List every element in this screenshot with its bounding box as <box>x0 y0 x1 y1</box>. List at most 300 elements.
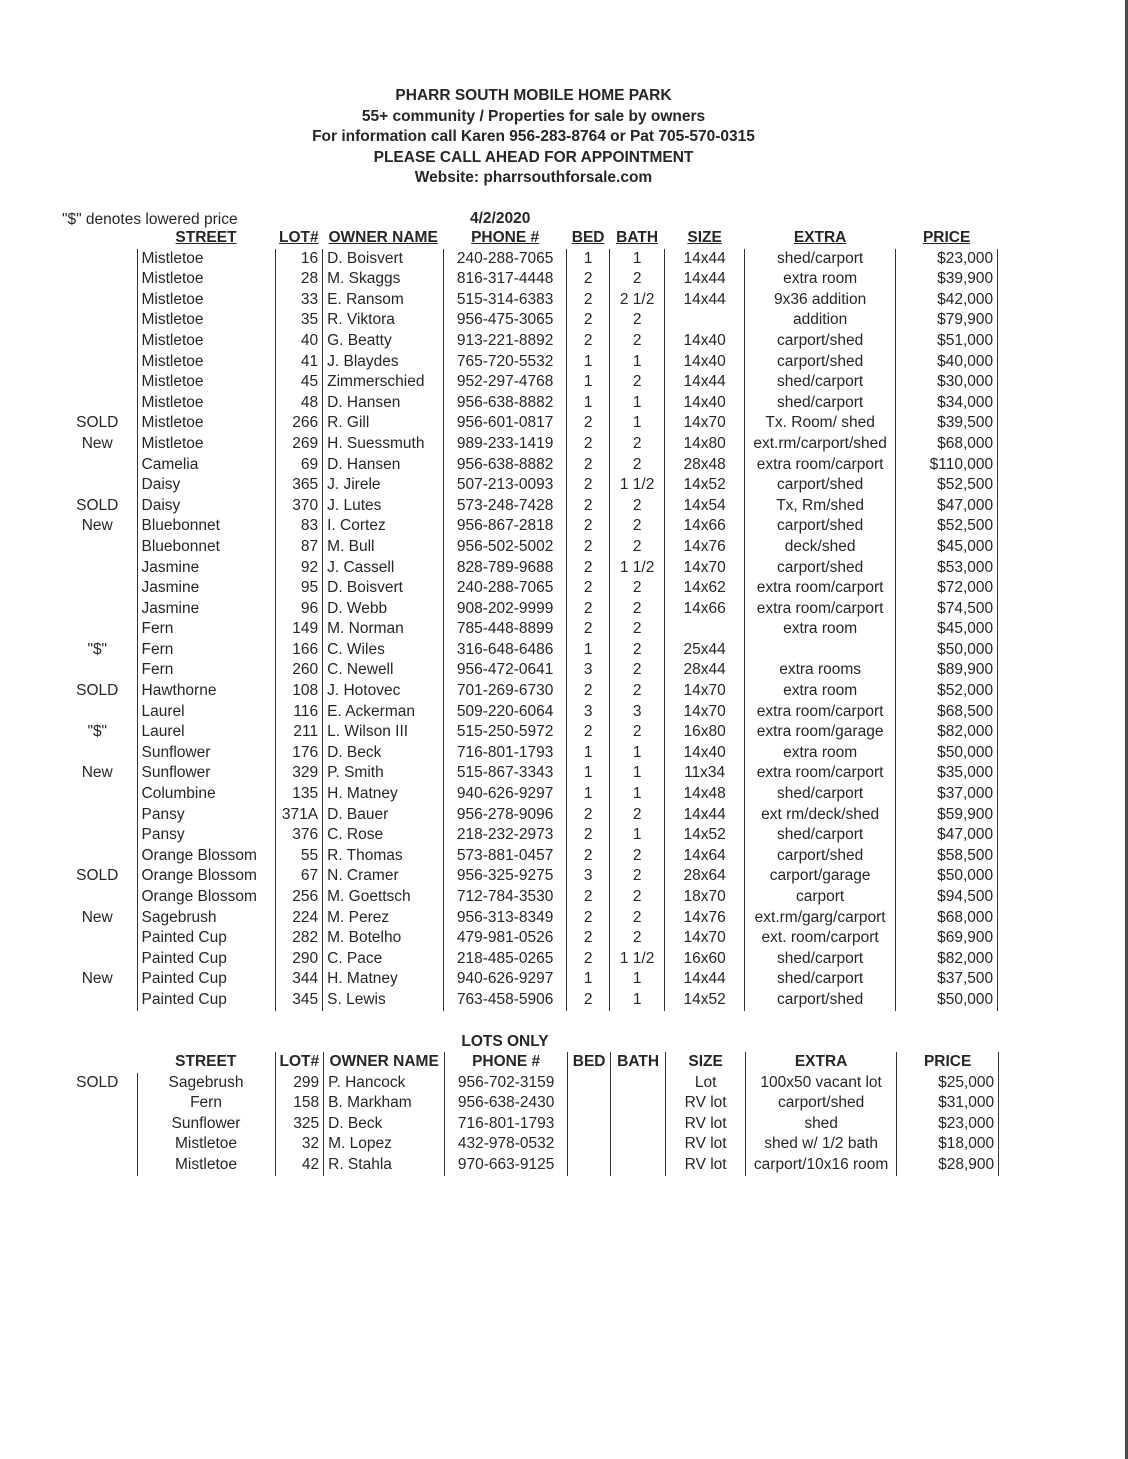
size-cell: 14x66 <box>665 516 745 537</box>
phone-cell: 828-789-9688 <box>444 558 567 579</box>
bath-cell: 2 <box>610 516 665 537</box>
status-cell <box>58 352 137 373</box>
lot-cell: 67 <box>275 866 323 887</box>
bed-column-header: BED <box>568 1052 611 1073</box>
extra-cell: extra room <box>745 681 896 702</box>
owner-cell: M. Botelho <box>323 928 444 949</box>
status-cell <box>58 310 137 331</box>
size-cell: 14x44 <box>665 269 745 290</box>
bed-cell: 2 <box>567 290 610 311</box>
listings-body <box>58 249 1008 1011</box>
phone-column-header: PHONE # <box>471 229 540 246</box>
status-cell <box>58 290 137 311</box>
price-cell: $110,000 <box>896 455 998 476</box>
extra-cell: carport/shed <box>745 558 896 579</box>
bath-cell: 2 <box>610 722 665 743</box>
listing-row <box>58 825 1008 846</box>
lot-cell: 370 <box>275 496 323 517</box>
owner-cell: J. Jirele <box>323 475 444 496</box>
lots-body <box>58 1073 1009 1176</box>
status-cell <box>58 1155 137 1176</box>
street-cell: Daisy <box>137 475 275 496</box>
bed-cell: 2 <box>567 331 610 352</box>
extra-cell: addition <box>745 310 896 331</box>
street-column-header: STREET <box>175 1053 237 1070</box>
phone-cell: 989-233-1419 <box>444 434 567 455</box>
phone-cell: 240-288-7065 <box>444 578 567 599</box>
street-cell: Fern <box>137 619 275 640</box>
size-cell: 14x44 <box>665 805 745 826</box>
status-cell: "$" <box>87 723 108 741</box>
owner-cell: J. Cassell <box>323 558 444 579</box>
status-cell: SOLD <box>76 414 119 432</box>
phone-cell: 940-626-9297 <box>444 784 567 805</box>
owner-cell: C. Pace <box>323 949 444 970</box>
status-cell <box>58 928 137 949</box>
lot-cell: 260 <box>275 660 323 681</box>
lot-cell: 55 <box>275 846 323 867</box>
street-cell: Hawthorne <box>137 681 275 702</box>
status-cell <box>58 702 137 723</box>
extra-cell: ext rm/deck/shed <box>745 805 896 826</box>
list-date: 4/2/2020 <box>470 210 531 227</box>
size-cell: 28x64 <box>665 866 745 887</box>
owner-cell: D. Bauer <box>323 805 444 826</box>
size-cell: RV lot <box>666 1134 746 1155</box>
size-cell: 14x44 <box>665 249 745 270</box>
extra-column-header: EXTRA <box>793 229 847 246</box>
street-cell: Mistletoe <box>137 372 275 393</box>
price-cell: $51,000 <box>896 331 998 352</box>
price-cell: $37,500 <box>896 969 998 990</box>
park-name: PHARR SOUTH MOBILE HOME PARK <box>395 87 672 104</box>
bath-cell: 1 <box>610 825 665 846</box>
lot-cell: 325 <box>275 1114 324 1135</box>
phone-cell: 716-801-1793 <box>445 1114 568 1135</box>
status-cell <box>58 825 137 846</box>
price-cell: $45,000 <box>896 619 998 640</box>
lot-cell: 256 <box>275 887 323 908</box>
lot-cell: 45 <box>275 372 323 393</box>
bed-cell: 1 <box>567 763 610 784</box>
bed-cell: 2 <box>567 722 610 743</box>
lot-cell: 224 <box>275 908 323 929</box>
lot-cell: 108 <box>275 681 323 702</box>
extra-cell: shed w/ 1/2 bath <box>746 1134 897 1155</box>
size-cell <box>665 310 745 331</box>
phone-cell: 956-278-9096 <box>444 805 567 826</box>
bed-cell: 2 <box>567 619 610 640</box>
status-cell: New <box>81 908 113 926</box>
phone-column-header: PHONE # <box>445 1052 568 1073</box>
price-cell: $30,000 <box>896 372 998 393</box>
price-cell: $74,500 <box>896 599 998 620</box>
owner-cell: H. Matney <box>323 784 444 805</box>
lots-header-row <box>58 1052 1009 1073</box>
phone-cell: 765-720-5532 <box>444 352 567 373</box>
street-cell: Painted Cup <box>137 969 275 990</box>
status-cell <box>58 990 137 1011</box>
listing-row <box>58 640 1008 661</box>
street-cell: Mistletoe <box>137 393 275 414</box>
extra-cell: extra room <box>745 269 896 290</box>
bath-cell: 2 <box>610 805 665 826</box>
phone-cell: 712-784-3530 <box>444 887 567 908</box>
owner-cell: S. Lewis <box>323 990 444 1011</box>
status-cell: "$" <box>87 640 108 658</box>
phone-cell: 956-325-9275 <box>444 866 567 887</box>
phone-cell: 956-475-3065 <box>444 310 567 331</box>
owner-cell: B. Markham <box>324 1093 445 1114</box>
bath-cell: 1 1/2 <box>610 558 665 579</box>
extra-cell: Tx. Room/ shed <box>745 413 896 434</box>
phone-cell: 509-220-6064 <box>444 702 567 723</box>
price-column-header: PRICE <box>897 1052 999 1073</box>
size-cell: 14x70 <box>665 928 745 949</box>
street-cell: Camelia <box>137 455 275 476</box>
size-cell: 11x34 <box>665 763 745 784</box>
phone-cell: 507-213-0093 <box>444 475 567 496</box>
size-cell: RV lot <box>666 1155 746 1176</box>
phone-cell: 240-288-7065 <box>444 249 567 270</box>
listing-row <box>58 702 1008 723</box>
bath-cell: 2 <box>610 269 665 290</box>
status-cell: New <box>81 764 113 782</box>
bath-cell: 2 <box>610 887 665 908</box>
lot-cell: 42 <box>275 1155 324 1176</box>
bath-cell: 1 <box>610 969 665 990</box>
status-cell <box>58 784 137 805</box>
extra-cell: carport/shed <box>745 516 896 537</box>
owner-cell: M. Perez <box>323 908 444 929</box>
listing-row <box>58 393 1008 414</box>
price-cell: $50,000 <box>896 640 998 661</box>
bath-cell: 1 1/2 <box>610 949 665 970</box>
street-cell: Laurel <box>137 722 275 743</box>
size-cell: 14x40 <box>665 331 745 352</box>
phone-cell: 218-485-0265 <box>444 949 567 970</box>
price-cell: $45,000 <box>896 537 998 558</box>
extra-cell: carport/10x16 room <box>746 1155 897 1176</box>
extra-cell: extra room/carport <box>745 702 896 723</box>
street-column-header: STREET <box>175 229 237 246</box>
lot-cell: 96 <box>275 599 323 620</box>
size-cell: 14x70 <box>665 413 745 434</box>
lot-cell: 211 <box>275 722 323 743</box>
price-cell: $50,000 <box>896 990 998 1011</box>
owner-cell: C. Rose <box>323 825 444 846</box>
owner-cell: D. Webb <box>323 599 444 620</box>
price-cell: $40,000 <box>896 352 998 373</box>
owner-cell: Zimmerschied <box>323 372 444 393</box>
bath-cell <box>611 1073 666 1094</box>
street-cell: Painted Cup <box>137 990 275 1011</box>
bath-cell: 2 <box>610 908 665 929</box>
size-cell: 14x52 <box>665 825 745 846</box>
bed-cell: 2 <box>567 455 610 476</box>
bed-cell: 1 <box>567 393 610 414</box>
size-cell: 14x40 <box>665 352 745 373</box>
bed-cell <box>568 1114 611 1135</box>
phone-cell: 573-248-7428 <box>444 496 567 517</box>
owner-cell: G. Beatty <box>323 331 444 352</box>
bed-cell <box>568 1134 611 1155</box>
status-cell <box>58 537 137 558</box>
bed-cell: 2 <box>567 887 610 908</box>
size-cell: 14x70 <box>665 702 745 723</box>
listing-row <box>58 516 1008 537</box>
listing-row <box>58 290 1008 311</box>
street-cell: Mistletoe <box>137 331 275 352</box>
price-cell: $42,000 <box>896 290 998 311</box>
size-cell <box>665 619 745 640</box>
bed-cell: 2 <box>567 475 610 496</box>
phone-cell: 515-250-5972 <box>444 722 567 743</box>
owner-column-header: OWNER NAME <box>324 1052 445 1073</box>
bath-cell: 1 <box>610 352 665 373</box>
listing-row <box>58 578 1008 599</box>
price-cell: $25,000 <box>897 1073 999 1094</box>
owner-cell: M. Goettsch <box>323 887 444 908</box>
status-cell <box>58 558 137 579</box>
phone-cell: 970-663-9125 <box>445 1155 568 1176</box>
listings-table <box>58 228 1008 1011</box>
bed-cell: 1 <box>567 352 610 373</box>
bath-cell: 2 <box>610 846 665 867</box>
extra-cell: extra room <box>745 743 896 764</box>
bed-cell <box>568 1155 611 1176</box>
lot-cell: 376 <box>275 825 323 846</box>
bath-cell <box>611 1155 666 1176</box>
owner-cell: J. Blaydes <box>323 352 444 373</box>
bath-cell: 2 <box>610 331 665 352</box>
extra-cell: 100x50 vacant lot <box>746 1073 897 1094</box>
bed-cell: 1 <box>567 969 610 990</box>
status-cell: SOLD <box>76 867 119 885</box>
phone-cell: 913-221-8892 <box>444 331 567 352</box>
lot-cell: 40 <box>275 331 323 352</box>
lot-column-header: LOT# <box>275 1052 324 1073</box>
bath-cell <box>611 1134 666 1155</box>
bed-cell: 2 <box>567 496 610 517</box>
lots-only-table <box>58 1052 1009 1176</box>
street-cell: Sunflower <box>137 743 275 764</box>
bed-cell: 2 <box>567 681 610 702</box>
owner-cell: R. Thomas <box>323 846 444 867</box>
owner-cell: H. Suessmuth <box>323 434 444 455</box>
bath-cell: 2 <box>610 310 665 331</box>
bed-cell: 2 <box>567 825 610 846</box>
price-cell: $39,500 <box>896 413 998 434</box>
price-cell: $52,500 <box>896 516 998 537</box>
phone-cell: 432-978-0532 <box>445 1134 568 1155</box>
lot-cell: 135 <box>275 784 323 805</box>
lot-cell: 116 <box>275 702 323 723</box>
owner-cell: C. Wiles <box>323 640 444 661</box>
listing-row <box>58 763 1008 784</box>
size-column-header: SIZE <box>687 229 722 246</box>
phone-cell: 573-881-0457 <box>444 846 567 867</box>
size-cell: 14x44 <box>665 969 745 990</box>
price-cell: $69,900 <box>896 928 998 949</box>
lot-cell: 69 <box>275 455 323 476</box>
street-cell: Orange Blossom <box>137 846 275 867</box>
size-cell: 14x54 <box>665 496 745 517</box>
street-cell: Mistletoe <box>137 413 275 434</box>
lot-cell: 87 <box>275 537 323 558</box>
lot-cell: 16 <box>275 249 323 270</box>
bath-cell: 2 <box>610 537 665 558</box>
price-cell: $82,000 <box>896 722 998 743</box>
status-cell <box>58 475 137 496</box>
bed-cell <box>568 1093 611 1114</box>
status-cell <box>58 249 137 270</box>
owner-cell: D. Boisvert <box>323 578 444 599</box>
size-cell: 14x40 <box>665 743 745 764</box>
size-cell: 16x60 <box>665 949 745 970</box>
extra-cell: ext. room/carport <box>745 928 896 949</box>
bath-cell: 2 <box>610 619 665 640</box>
size-cell: 28x48 <box>665 455 745 476</box>
price-cell: $79,900 <box>896 310 998 331</box>
street-cell: Jasmine <box>137 599 275 620</box>
lot-cell: 344 <box>275 969 323 990</box>
phone-cell: 956-601-0817 <box>444 413 567 434</box>
price-cell: $59,900 <box>896 805 998 826</box>
bed-cell: 2 <box>567 558 610 579</box>
owner-cell: L. Wilson III <box>323 722 444 743</box>
size-cell: 18x70 <box>665 887 745 908</box>
extra-cell: ext.rm/carport/shed <box>745 434 896 455</box>
extra-cell: extra room/garage <box>745 722 896 743</box>
lot-cell: 166 <box>275 640 323 661</box>
size-cell: 14x64 <box>665 846 745 867</box>
status-cell <box>58 846 137 867</box>
lot-row <box>58 1073 1009 1094</box>
bath-column-header: BATH <box>611 1052 666 1073</box>
price-cell: $50,000 <box>896 743 998 764</box>
extra-cell: shed/carport <box>745 825 896 846</box>
price-cell: $68,000 <box>896 908 998 929</box>
listing-row <box>58 784 1008 805</box>
price-cell: $94,500 <box>896 887 998 908</box>
phone-cell: 701-269-6730 <box>444 681 567 702</box>
street-cell: Sunflower <box>137 1114 275 1135</box>
owner-cell: D. Beck <box>324 1114 445 1135</box>
owner-cell: M. Bull <box>323 537 444 558</box>
street-cell: Fern <box>137 1093 275 1114</box>
bath-cell: 1 <box>610 784 665 805</box>
lot-cell: 32 <box>275 1134 324 1155</box>
listing-row <box>58 743 1008 764</box>
owner-cell: R. Viktora <box>323 310 444 331</box>
lot-cell: 48 <box>275 393 323 414</box>
lot-cell: 299 <box>275 1073 324 1094</box>
price-cell: $18,000 <box>897 1134 999 1155</box>
bed-cell <box>568 1073 611 1094</box>
status-cell <box>58 578 137 599</box>
price-cell: $58,500 <box>896 846 998 867</box>
bath-cell: 1 <box>610 249 665 270</box>
lot-cell: 345 <box>275 990 323 1011</box>
bed-cell: 2 <box>567 578 610 599</box>
bath-cell: 1 <box>610 763 665 784</box>
owner-cell: J. Hotovec <box>323 681 444 702</box>
lot-cell: 95 <box>275 578 323 599</box>
extra-cell: extra room <box>745 619 896 640</box>
street-cell: Mistletoe <box>137 352 275 373</box>
lot-row <box>58 1093 1009 1114</box>
extra-cell: extra room/carport <box>745 599 896 620</box>
lot-cell: 33 <box>275 290 323 311</box>
status-cell <box>58 887 137 908</box>
phone-cell: 908-202-9999 <box>444 599 567 620</box>
street-cell: Fern <box>137 640 275 661</box>
phone-cell: 952-297-4768 <box>444 372 567 393</box>
extra-cell: Tx, Rm/shed <box>745 496 896 517</box>
price-cell: $72,000 <box>896 578 998 599</box>
status-cell <box>58 599 137 620</box>
listing-row <box>58 660 1008 681</box>
owner-cell: D. Hansen <box>323 455 444 476</box>
phone-cell: 515-867-3343 <box>444 763 567 784</box>
phone-cell: 956-702-3159 <box>445 1073 568 1094</box>
bath-cell: 2 <box>610 455 665 476</box>
status-cell: New <box>81 970 113 988</box>
size-cell: 14x44 <box>665 372 745 393</box>
bath-cell <box>611 1093 666 1114</box>
extra-cell: deck/shed <box>745 537 896 558</box>
listing-row <box>58 475 1008 496</box>
phone-cell: 218-232-2973 <box>444 825 567 846</box>
phone-cell: 515-314-6383 <box>444 290 567 311</box>
lot-cell: 365 <box>275 475 323 496</box>
bed-cell: 1 <box>567 743 610 764</box>
extra-cell: extra rooms <box>745 660 896 681</box>
listing-row <box>58 496 1008 517</box>
owner-cell: E. Ransom <box>323 290 444 311</box>
owner-cell: M. Norman <box>323 619 444 640</box>
extra-cell: carport/garage <box>745 866 896 887</box>
lot-cell: 371A <box>275 805 323 826</box>
status-cell <box>58 805 137 826</box>
price-cell: $53,000 <box>896 558 998 579</box>
status-cell: SOLD <box>76 496 119 514</box>
size-cell: 14x40 <box>665 393 745 414</box>
owner-cell: D. Hansen <box>323 393 444 414</box>
status-cell <box>58 393 137 414</box>
size-cell: 16x80 <box>665 722 745 743</box>
extra-cell: extra room/carport <box>745 455 896 476</box>
extra-column-header: EXTRA <box>746 1052 897 1073</box>
street-cell: Orange Blossom <box>137 866 275 887</box>
size-cell: 14x70 <box>665 681 745 702</box>
size-cell: RV lot <box>666 1093 746 1114</box>
size-cell: 14x52 <box>665 475 745 496</box>
price-cell: $23,000 <box>896 249 998 270</box>
owner-cell: M. Lopez <box>324 1134 445 1155</box>
street-cell: Mistletoe <box>137 249 275 270</box>
listing-row <box>58 990 1008 1011</box>
listing-row <box>58 310 1008 331</box>
phone-cell: 763-458-5906 <box>444 990 567 1011</box>
size-cell: 14x48 <box>665 784 745 805</box>
lot-cell: 176 <box>275 743 323 764</box>
street-cell: Bluebonnet <box>137 516 275 537</box>
listing-row <box>58 928 1008 949</box>
phone-cell: 816-317-4448 <box>444 269 567 290</box>
price-cell: $34,000 <box>896 393 998 414</box>
